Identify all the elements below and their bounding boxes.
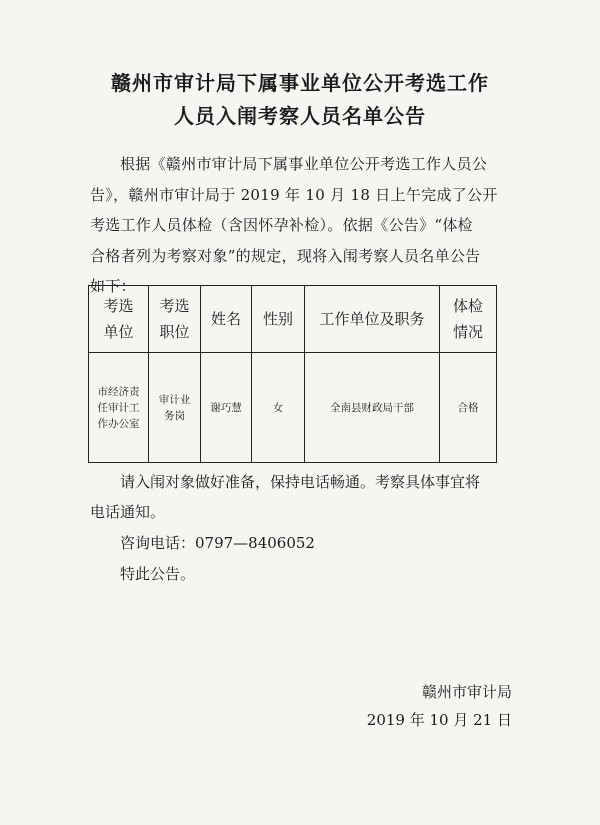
closing-line: 特此公告。 [120,565,196,583]
cell-name: 谢巧慧 [201,353,252,463]
candidate-table [88,285,497,463]
document-title-line-1: 赣州市审计局下属事业单位公开考选工作 [111,71,489,95]
cell-workplace: 全南县财政局干部 [305,353,440,463]
cell-unit: 市经济责 任审计工 作办公室 [89,353,149,463]
header-unit: 考选 单位 [89,286,149,353]
intro-line: 告》，赣州市审计局于 2019 年 10 月 18 日上午完成了公开 [90,185,498,204]
intro-line: 合格者列为考察对象”的规定，现将入闱考察人员名单公告 [90,246,481,265]
signature-date: 2019 年 10 月 21 日 [366,711,512,729]
intro-line: 考选工作人员体检（含因怀孕补检）。依据《公告》“体检 [90,216,473,234]
cell-gender: 女 [252,353,305,463]
cell-position: 审计业 务岗 [149,353,201,463]
header-result: 体检 情况 [440,286,497,353]
header-gender: 性别 [252,286,305,353]
header-name: 姓名 [201,286,252,353]
intro-line: 根据《赣州市审计局下属事业单位公开考选工作人员公 [120,155,488,173]
notice-paragraph [90,467,520,527]
cell-result: 合格 [440,353,497,463]
table-header-row [89,286,497,353]
signature-org: 赣州市审计局 [421,683,512,701]
table-row [89,353,497,463]
notice-line: 请入闱对象做好准备，保持电话畅通。考察具体事宜将 [120,473,481,491]
contact-line: 咨询电话：0797—8406052 [120,534,315,552]
header-workplace: 工作单位及职务 [305,286,440,353]
notice-line: 电话通知。 [90,503,166,521]
intro-line: 如下： [90,277,136,295]
intro-paragraph [90,149,520,302]
header-position: 考选 职位 [149,286,201,353]
document-title-line-2: 人员入闱考察人员名单公告 [174,104,426,128]
